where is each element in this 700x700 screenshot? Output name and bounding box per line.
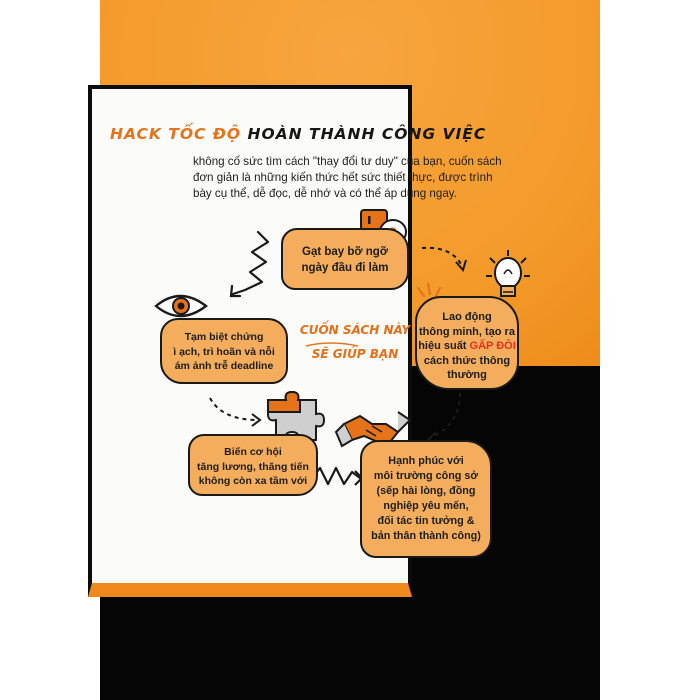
benefit-bubble-promotion: [188, 434, 318, 496]
eye-icon: [156, 296, 206, 316]
bubble-line: thường: [447, 369, 487, 381]
bubble-line: Gạt bay bỡ ngỡ: [302, 246, 388, 258]
bubble-line: đối tác tin tưởng &: [377, 515, 475, 527]
sparkle-icon: [418, 284, 440, 296]
highlight-text: GẤP ĐÔI: [469, 340, 516, 352]
zigzag-arrow-icon: [312, 468, 360, 484]
bubble-line: cách thức thông: [423, 354, 511, 367]
lightbulb-icon: [486, 250, 530, 296]
bubble-line: ì ạch, trì hoãn và nỗi: [173, 345, 275, 358]
bubble-line: (sếp hài lòng, đồng: [376, 485, 476, 497]
intro-line: không cố sức tìm cách "thay đổi tư duy" của bạn, cuốn sách: [193, 155, 502, 168]
bubble-line: tăng lương, thăng tiến: [197, 460, 309, 473]
bubble-line: ngày đầu đi làm: [301, 262, 389, 274]
zigzag-arrow-icon: [233, 232, 268, 294]
center-caption: [296, 318, 414, 366]
benefit-bubble-happiness: [360, 440, 492, 558]
bubble-line: môi trường công sở: [373, 470, 479, 482]
bubble-line: nghiệp yêu mến,: [383, 500, 469, 512]
bubble-line: [417, 339, 517, 354]
puzzle-icon: [268, 392, 324, 440]
benefit-bubble-productivity: [415, 296, 519, 390]
bubble-line: ám ảnh trễ deadline: [174, 360, 274, 372]
bubble-line: không còn xa tầm với: [198, 475, 308, 487]
title-highlight: HACK TỐC ĐỘ: [110, 125, 242, 143]
bubble-line: thông minh, tạo ra: [419, 325, 515, 338]
benefit-bubble-onboarding: [281, 228, 409, 290]
center-line: SẼ GIÚP BẠN: [311, 347, 399, 361]
bubble-line: Lao động: [442, 311, 492, 323]
dashed-arrow-icon: [430, 393, 460, 438]
intro-line: bày cụ thể, dễ đọc, dễ nhớ và có thể áp dụng ngay.: [193, 187, 457, 200]
center-line: CUỐN SÁCH NÀY: [299, 323, 411, 337]
title-rest: HOÀN THÀNH CÔNG VIỆC: [247, 125, 487, 143]
bubble-text: hiệu suất: [418, 340, 470, 352]
dashed-arrow-icon: [210, 398, 258, 420]
intro-line: đơn giản là những kiến thức hết sức thiết thực, được trình: [193, 171, 493, 184]
bubble-line: Hạnh phúc với: [388, 455, 464, 467]
benefit-bubble-procrastination: [160, 318, 288, 384]
bubble-line: bản thân thành công): [371, 530, 481, 542]
bubble-line: Biến cơ hội: [224, 446, 282, 458]
bubble-line: Tạm biệt chứng: [184, 331, 264, 343]
